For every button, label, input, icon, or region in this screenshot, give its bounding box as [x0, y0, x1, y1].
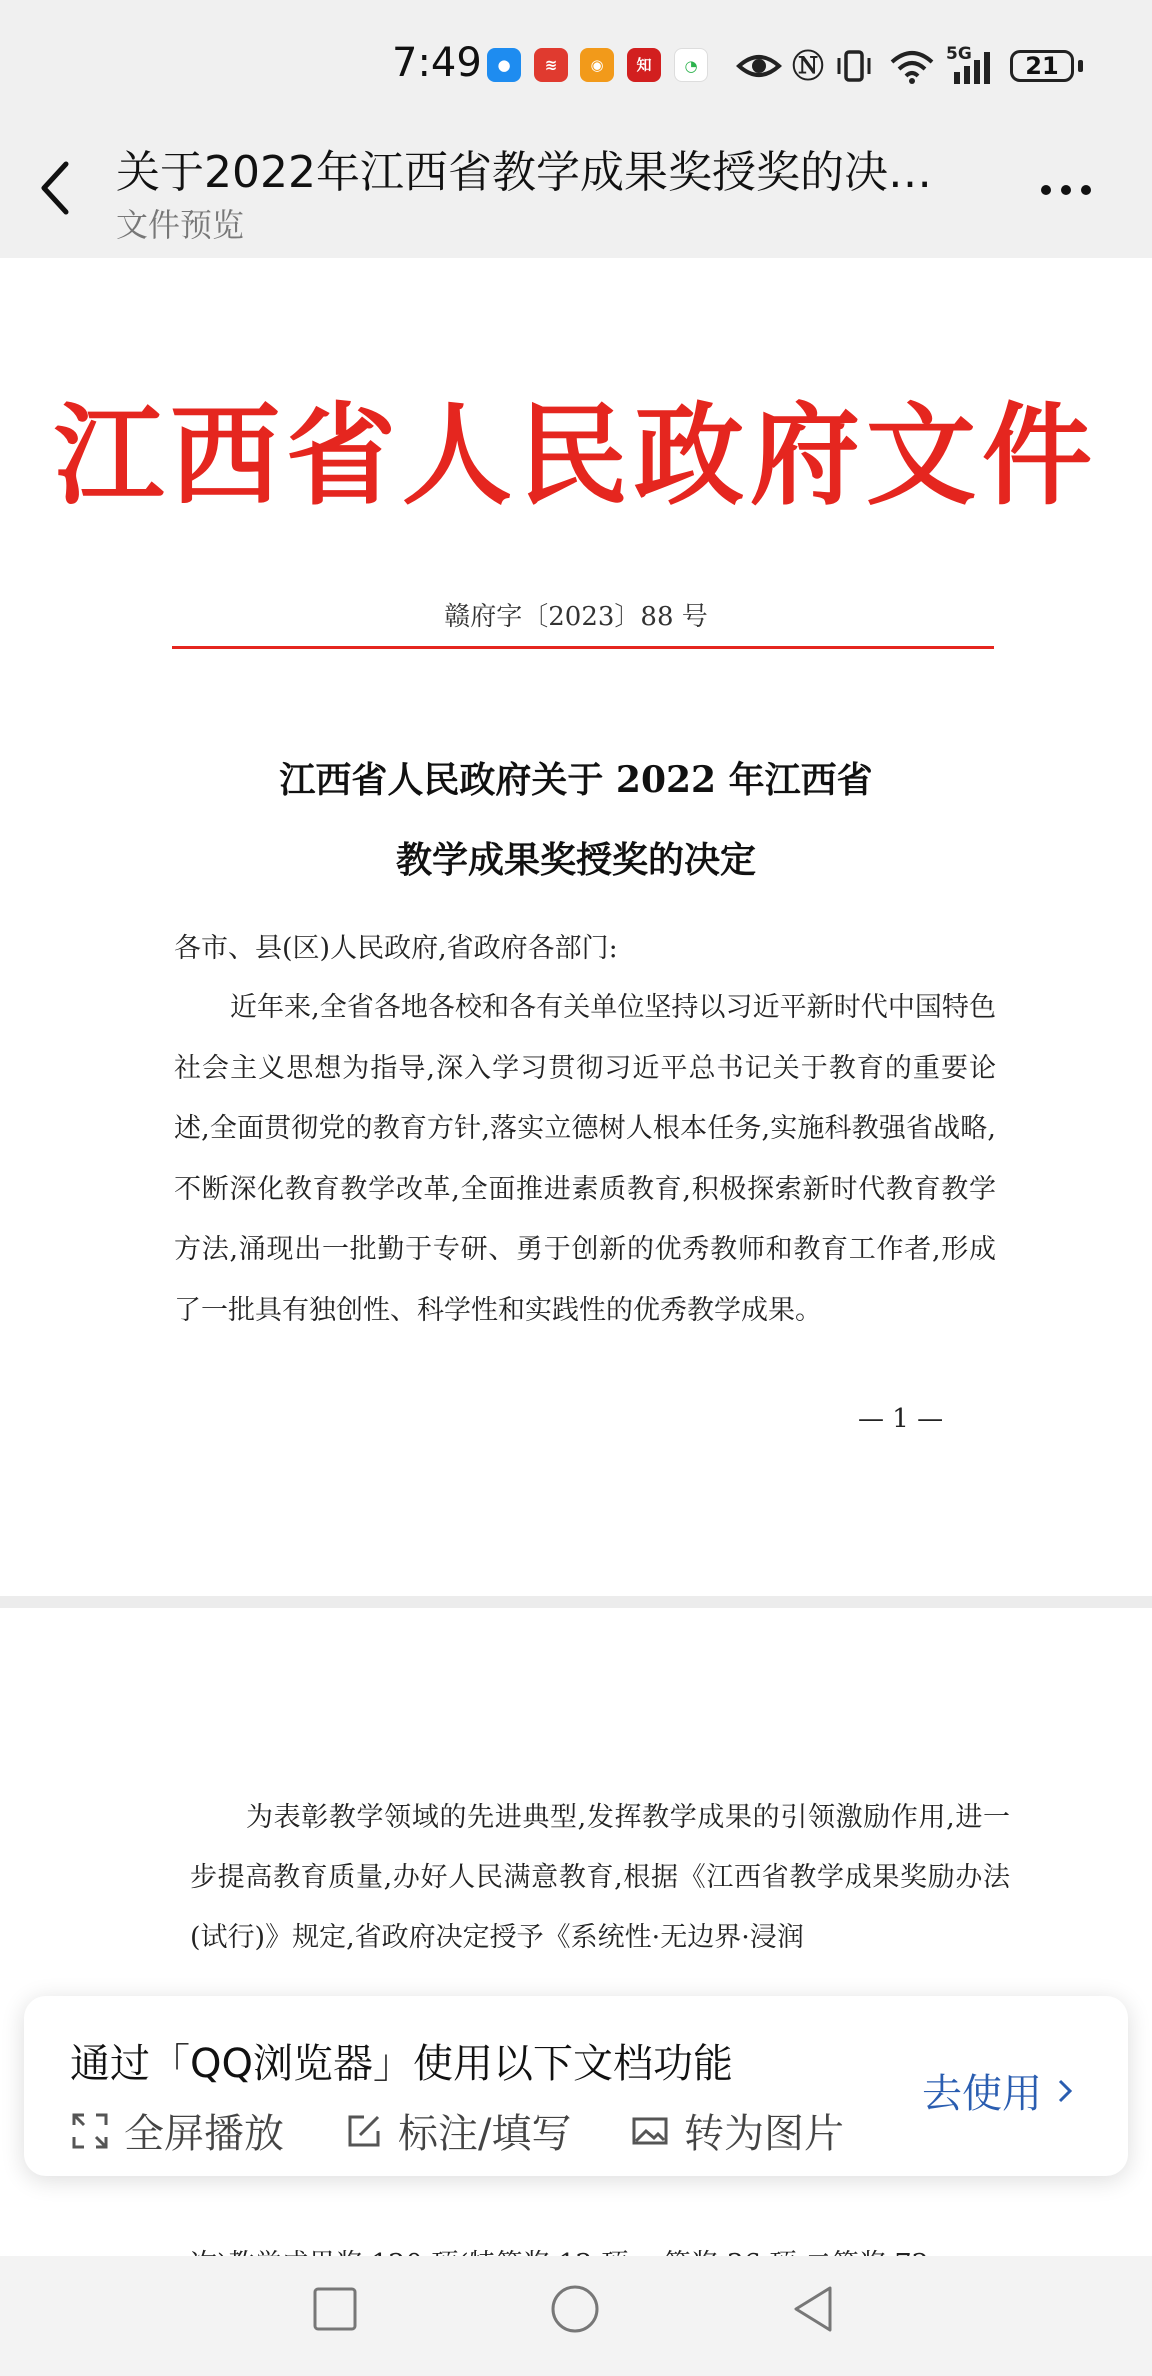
page-subtitle: 文件预览	[116, 206, 245, 244]
wifi-icon	[888, 46, 936, 86]
battery-tip	[1078, 60, 1083, 72]
home-icon[interactable]	[550, 2284, 600, 2334]
document-page-2[interactable]	[0, 1608, 1152, 2298]
recent-apps-icon[interactable]	[312, 2286, 358, 2332]
back-triangle-icon[interactable]	[790, 2284, 836, 2334]
feature-label: 转为图片	[684, 2111, 844, 2157]
system-nav-bar	[0, 2256, 1152, 2376]
document-paragraph: 近年来,全省各地各校和各有关单位坚持以习近平新时代中国特色社会主义思想为指导,深入学习贯彻习近平总书记关于教育的重要论述,全面贯彻党的教育方针,落实立德树人根本任务,实施科教强省战略,不断深化教育教学改革,全面推进素质教育,积极探索新时代教育教学方法,涌现出一批勤于专研、勇于创新的优秀教师和教育工作者,形成了一批具有独创性、科学性和实践性的优秀教学成果。	[174, 992, 996, 1326]
document-salutation: 各市、县(区)人民政府,省政府各部门:	[174, 933, 618, 964]
document-number: 赣府字〔2023〕88 号	[444, 602, 708, 632]
fullscreen-play-button[interactable]	[70, 2102, 284, 2159]
feature-label: 全屏播放	[124, 2111, 284, 2157]
zhihu-app-icon: 知	[627, 48, 661, 82]
fullscreen-icon	[70, 2111, 110, 2151]
convert-to-image-button[interactable]	[630, 2102, 844, 2159]
document-page-1[interactable]	[0, 258, 1152, 1596]
eye-icon	[736, 46, 782, 86]
annotate-fill-button[interactable]	[344, 2102, 571, 2159]
battery-icon: 21	[1010, 50, 1074, 82]
vibrate-icon	[834, 46, 874, 86]
status-bar	[0, 0, 1152, 130]
document-title-line2: 教学成果奖授奖的决定	[395, 839, 756, 881]
document-paragraph: 为表彰教学领域的先进典型,发挥教学成果的引领激励作用,进一步提高教育质量,办好人民满意教育,根据《江西省教学成果奖励办法(试行)》规定,省政府决定授予《系统性·无边界·浸润	[190, 1802, 1010, 1953]
wechat-app-icon: ◔	[674, 48, 708, 82]
message-app-icon: ●	[487, 48, 521, 82]
page-title: 关于2022年江西省教学成果奖授奖的决…	[116, 147, 932, 198]
go-use-label: 去使用	[922, 2071, 1042, 2117]
weibo-app-icon: ◉	[580, 48, 614, 82]
chevron-right-icon	[1052, 2071, 1080, 2111]
document-masthead: 江西省人民政府文件	[54, 391, 1098, 520]
more-options-icon[interactable]	[1036, 180, 1096, 200]
xuexi-app-icon: ≋	[534, 48, 568, 82]
back-arrow-icon[interactable]	[36, 158, 76, 218]
network-type: 5G	[946, 44, 972, 64]
feature-label: 标注/填写	[398, 2111, 572, 2157]
signal-icon	[950, 46, 1000, 86]
nfc-icon: Ⓝ	[792, 47, 825, 85]
page-number: — 1 —	[858, 1404, 944, 1434]
image-icon	[630, 2111, 670, 2151]
edit-icon	[344, 2111, 384, 2151]
banner-title: 通过「QQ浏览器」使用以下文档功能	[70, 2041, 733, 2087]
red-divider	[172, 646, 994, 649]
document-title-line1: 江西省人民政府关于 2022 年江西省	[279, 759, 873, 801]
qq-browser-banner[interactable]	[24, 1996, 1128, 2176]
go-use-button[interactable]	[922, 2062, 1080, 2119]
status-time: 7:49	[392, 40, 482, 86]
